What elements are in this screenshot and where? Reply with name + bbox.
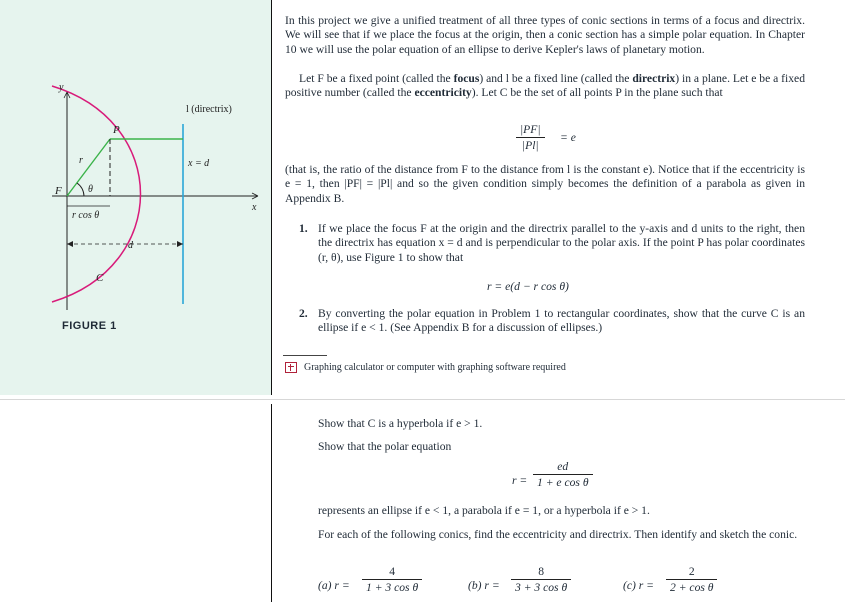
item-2-number: 2. [299,307,308,320]
after-paragraph: (that is, the ratio of the distance from F to the distance from l is the constant e). Notice that if the eccentricity is e = 1, then |PF| = |Pl| and so the given condition simply becomes the definition of a parabola as given in Appendix B. [285,163,805,205]
graphing-note: Graphing calculator or computer with graphing software required [304,362,566,373]
curve-label: C [96,272,104,284]
x-equals-d-label: x = d [188,158,210,169]
show-polar-statement: Show that the polar equation [318,440,452,453]
part-b-label: (b) r = [468,579,500,592]
figure-1-diagram [0,0,272,320]
conic-curve [52,86,141,302]
eccentricity-term: eccentricity [414,86,472,100]
part-a-fraction: $\frac{4}{\text{1 + 3 cos θ}}$ [362,565,422,594]
focus-label: F [55,185,62,197]
ratio-fraction: $\frac{|PF|}{|Pl|}$ [516,123,545,152]
theta-label: θ [88,184,93,195]
directrix-term: directrix [632,72,676,85]
hyperbola-statement: Show that C is a hyperbola if e > 1. [318,417,483,430]
theta-arc [77,183,84,196]
y-axis-label: y [59,82,64,93]
bottom-sidebar [0,404,272,602]
intro-paragraph: In this project we give a unified treatment of all three types of conic sections in terms of a focus and directrix. We will see that if we place the focus at the origin, then a conic section has a simple polar equation. In Chapter 10 we will use the polar equation of an ellipse to derive Kepler's laws of planetary motion. [285,14,805,56]
definition-paragraph: Let F be a fixed point (called the focus) and l be a fixed line (called the directrix) in a plane. Let e be a fixed positive number (called the eccentricity). Let C be the set of all points P in the plane such that [285,72,806,100]
rcos-label: r cos θ [72,210,100,221]
point-label: P [113,124,120,136]
polar-eq-fraction: $\frac{ed}{\text{1 + e cos θ}}$ [533,460,593,489]
foreach-statement: For each of the following conics, find the eccentricity and directrix. Then identify and sketch the conic. [318,528,798,541]
part-c-label: (c) r = [623,579,654,592]
figure-caption: FIGURE 1 [62,320,117,332]
item-1-text: If we place the focus F at the origin and the directrix parallel to the y-axis and d units to the right, then the directrix has equation x = d and is perpendicular to the polar axis. If the point P has polar coordinates (r, θ), use Figure 1 to show that [318,222,805,264]
item-1-number: 1. [299,222,308,235]
bottom-page [0,404,845,602]
page-divider [0,399,845,400]
d-label: d [128,240,133,251]
x-axis-label: x [252,202,257,213]
figure-sidebar [0,0,272,395]
ratio-rhs: = e [560,131,576,144]
part-b-fraction: $\frac{8}{\text{3 + 3 cos θ}}$ [511,565,571,594]
part-a-label: (a) r = [318,579,350,592]
directrix-label: l (directrix) [186,104,232,115]
polar-eq-lhs: r = [512,474,528,487]
footnote-rule [283,355,327,356]
part-c-fraction: $\frac{2}{\text{2 + cos θ}}$ [666,565,717,594]
item-1-equation: r = e(d − r cos θ) [487,280,569,293]
r-label: r [79,155,83,166]
item-2-text: By converting the polar equation in Problem 1 to rectangular coordinates, show that the curve C is an ellipse if e < 1. (See Appendix B for a discussion of ellipses.) [318,307,805,335]
graphing-calculator-icon [285,362,297,373]
represents-statement: represents an ellipse if e < 1, a parabola if e = 1, or a hyperbola if e > 1. [318,504,650,517]
focus-term: focus [453,72,480,85]
